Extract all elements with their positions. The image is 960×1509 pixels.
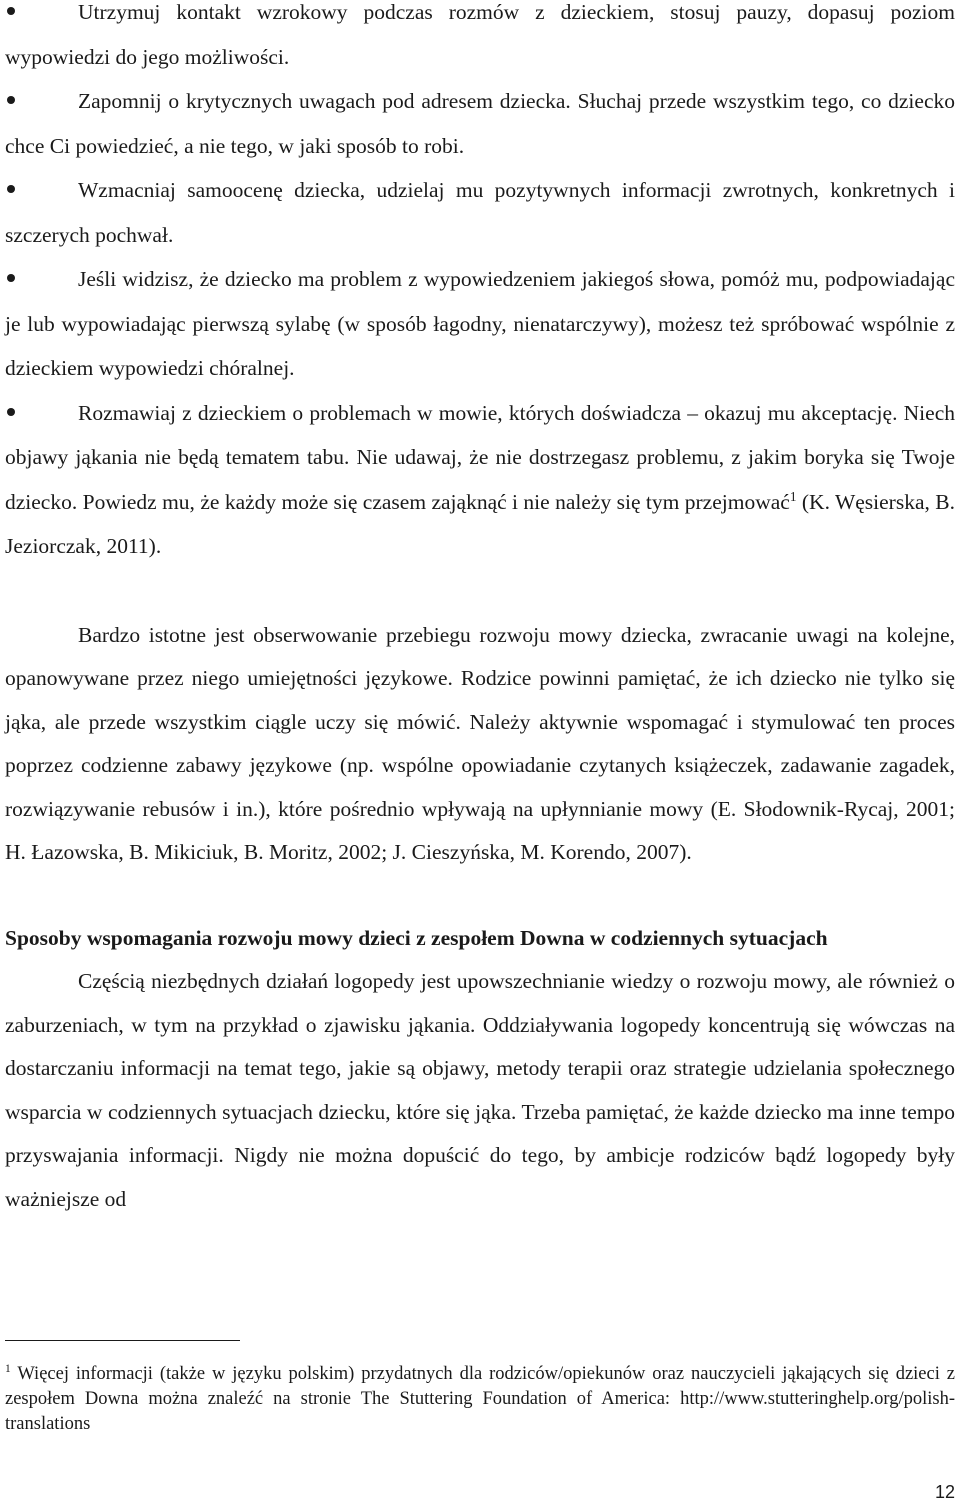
footnote-marker: 1 (5, 1362, 11, 1375)
bullet-icon (7, 408, 15, 416)
page-number: 12 (934, 1482, 955, 1502)
bullet-icon (7, 274, 15, 282)
list-item-text: Rozmawiaj z dzieckiem o problemach w mowie, których doświadcza – okazuj mu akceptację. Niech objawy jąkania nie będą tematem tabu. Nie udawaj, że nie dostrzegasz problemu, z jakim boryka się Twoje dziecko. Powiedz mu, że każdy może się czasem zająknąć i nie należy się tym przejmować (5, 400, 955, 514)
footnote-divider (5, 1340, 240, 1341)
list-item-text: Wzmacniaj samoocenę dziecka, udzielaj mu pozytywnych informacji zwrotnych, konkretnych i szczerych pochwał. (5, 178, 955, 247)
footnote-reference: 1 (789, 488, 797, 504)
footnote-text: Więcej informacji (także w języku polskim) przydatnych dla rodziców/opiekunów oraz nauczycieli jąkających się dzieci z zespołem Downa można znaleźć na stronie The Stuttering Foundation of America: http://www.stutteringhelp.org/polish-translations (5, 1364, 955, 1434)
body-paragraph: Częścią niezbędnych działań logopedy jest upowszechnianie wiedzy o rozwoju mowy, ale również o zaburzeniach, w tym na przykład o zjawisku jąkania. Oddziaływania logopedy koncentrują się wówczas na dostarczaniu informacji na temat tego, jakie są objawy, metody terapii oraz strategie udzielania społecznego wsparcia w codziennych sytuacjach dziecku, które się jąka. Trzeba pamiętać, że każde dziecko ma inne tempo przyswajania informacji. Nigdy nie można dopuścić do tego, by ambicje rodziców bądź logopedy były ważniejsze od (5, 969, 955, 1212)
list-item (5, 79, 955, 168)
list-item (5, 257, 955, 391)
section-heading: Sposoby wspomagania rozwoju mowy dzieci z zespołem Downa w codziennych sytuacjach (5, 926, 828, 951)
document-page (5, 0, 955, 1222)
list-item-text: Zapomnij o krytycznych uwagach pod adresem dziecka. Słuchaj przede wszystkim tego, co dziecko chce Ci powiedzieć, a nie tego, w jaki sposób to robi. (5, 89, 955, 158)
list-item-citation: (K. Węsierska, B. Jeziorczak, 2011). (5, 489, 955, 558)
list-item (5, 0, 955, 79)
footnote (5, 1362, 955, 1437)
bullet-icon (7, 96, 15, 104)
bullet-icon (7, 7, 15, 15)
list-item (5, 168, 955, 257)
list-item-text: Jeśli widzisz, że dziecko ma problem z wypowiedzeniem jakiegoś słowa, pomóż mu, podpowiadając je lub wypowiadając pierwszą sylabę (w sposób łagodny, nienatarczywy), możesz też spróbować wspólnie z dzieckiem wypowiedzi chóralnej. (5, 267, 955, 380)
body-paragraph: Bardzo istotne jest obserwowanie przebiegu rozwoju mowy dziecka, zwracanie uwagi na kolejne, opanowywane przez niego umiejętności językowe. Rodzice powinni pamiętać, że ich dziecko nie tylko się jąka, ale przede wszystkim ciągle uczy się mówić. Należy aktywnie wspomagać i stymulować ten proces poprzez codzienne zabawy językowe (np. wspólne opowiadanie czytanych książeczek, zadawanie zagadek, rozwiązywanie rebusów i in.), które pośrednio wpływają na upłynnianie mowy (E. Słodownik-Rycaj, 2001; H. Łazowska, B. Mikiciuk, B. Moritz, 2002; J. Cieszyńska, M. Korendo, 2007). (5, 622, 955, 865)
list-item-text: Utrzymuj kontakt wzrokowy podczas rozmów z dzieckiem, stosuj pauzy, dopasuj poziom wypowiedzi do jego możliwości. (5, 0, 955, 69)
bullet-icon (7, 185, 15, 193)
list-item (5, 391, 955, 569)
tips-list (5, 0, 955, 569)
